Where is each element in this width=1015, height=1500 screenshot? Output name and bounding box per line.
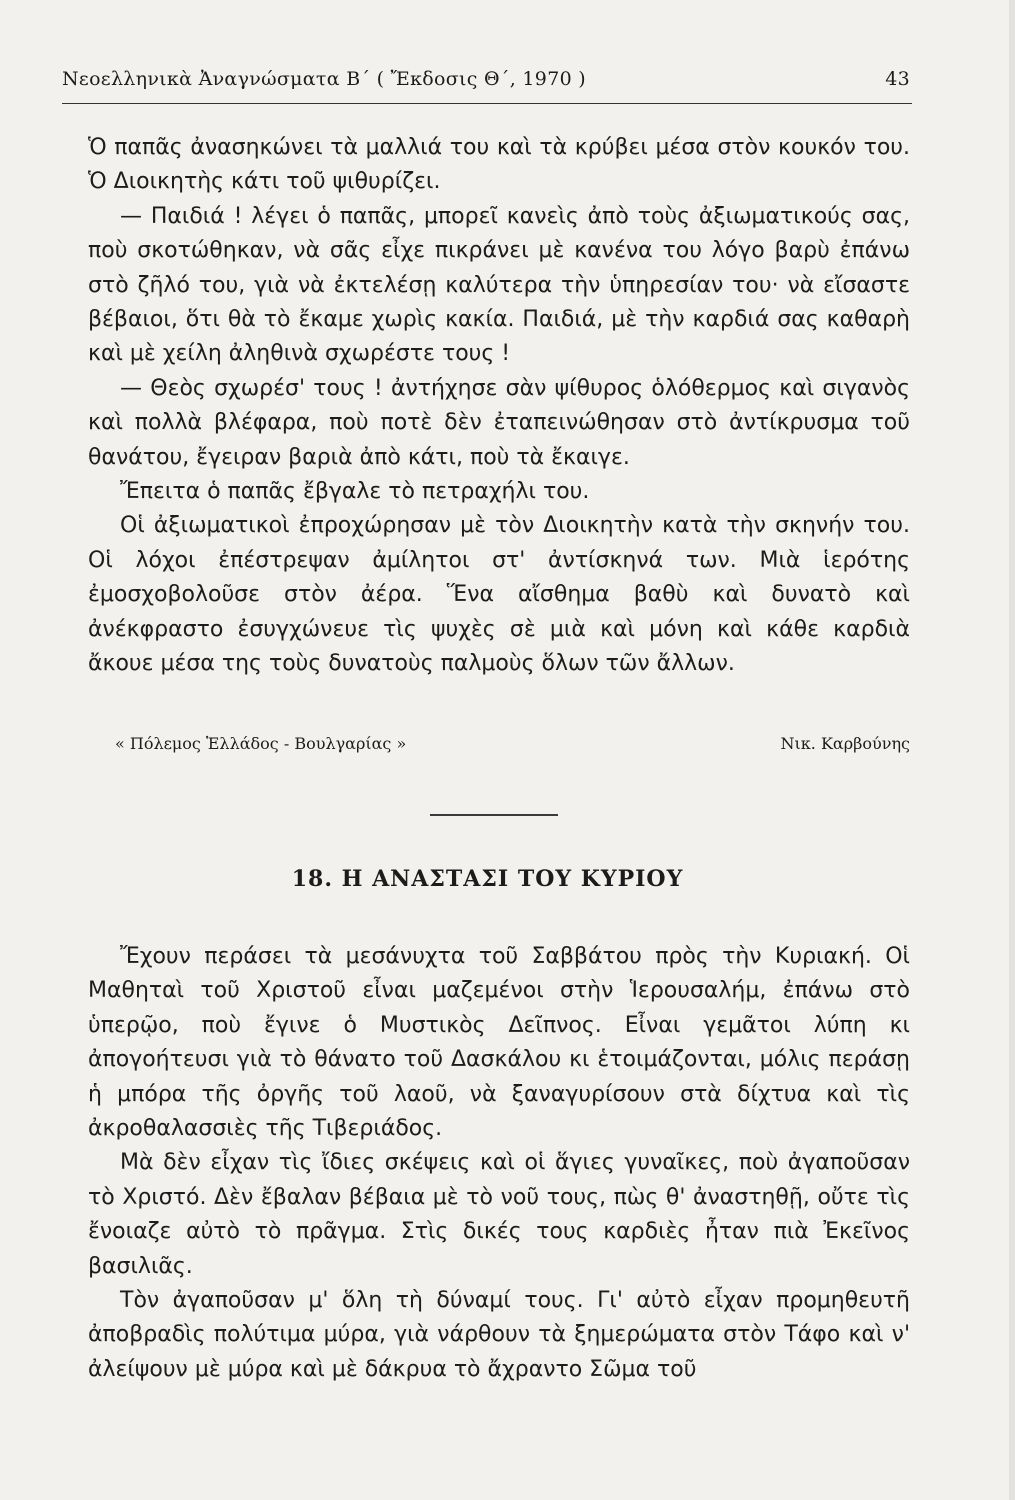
source-title: « Πόλεμος Ἑλλάδος - Βουλγαρίας » [115, 734, 407, 753]
paragraph: Ἔπειτα ὁ παπᾶς ἔβγαλε τὸ πετραχήλι του. [120, 479, 590, 505]
paragraph: Οἱ ἀξιωματικοὶ ἐπροχώρησαν μὲ τὸν Διοικητὴν κατὰ τὴν σκηνήν του. Οἱ λόχοι ἐπέστρεψαν ἀμίλητοι στ' ἀντίσκηνά των. Μιὰ ἱερότης ἐμοσχοβολοῦσε στὸν ἀέρα. Ἕνα αἴσθημα βαθὺ καὶ δυνατὸ καὶ ἀνέκφραστο ἐσυγχώνευε τὶς ψυχὲς σὲ μιὰ καὶ μόνη καὶ κάθε καρδιὰ ἄκουε μέσα της τοὺς δυνατοὺς παλμοὺς ὅλων τῶν ἄλλων. [88, 513, 910, 677]
section-divider [430, 814, 558, 816]
paragraph: — Παιδιά ! λέγει ὁ παπᾶς, μπορεῖ κανεὶς ἀπὸ τοὺς ἀξιωματικούς σας, ποὺ σκοτώθηκαν, νὰ σᾶς εἶχε πικράνει μὲ κανένα του λόγο βαρὺ ἐπάνω στὸ ζῆλό του, γιὰ νὰ ἐκτελέσῃ καλύτερα τὴν ὑπηρεσίαν του· νὰ εἴσαστε βέβαιοι, ὅτι θὰ τὸ ἔκαμε χωρὶς κακία. Παιδιά, μὲ τὴν καρδιά σας καθαρὴ καὶ μὲ χείλη ἀληθινὰ σχωρέστε τους ! [88, 203, 910, 367]
running-header [62, 68, 910, 90]
story-text [88, 131, 910, 682]
section-title: 18. Η ΑΝΑΣΤΑΣΙ ΤΟΥ ΚΥΡΙΟΥ [291, 866, 684, 892]
page-number: 43 [885, 68, 910, 90]
author-name: Νικ. Καρβούνης [780, 734, 910, 753]
running-title: Νεοελληνικὰ Ἀναγνώσματα Β΄ ( Ἔκδοσις Θ΄, 1970 ) [62, 68, 587, 90]
paragraph: Μὰ δὲν εἶχαν τὶς ἴδιες σκέψεις καὶ οἱ ἅγιες γυναῖκες, ποὺ ἀγαποῦσαν τὸ Χριστό. Δὲν ἔβαλαν βέβαια μὲ τὸ νοῦ τους, πὼς θ' ἀναστηθῇ, οὔτε τὶς ἔνοιαζε αὐτὸ τὸ πρᾶγμα. Στὶς δικές τους καρδιὲς ἦταν πιὰ Ἐκεῖνος βασιλιᾶς. [88, 1150, 910, 1279]
paragraph: — Θεὸς σχωρέσ' τους ! ἀντήχησε σὰν ψίθυρος ὁλόθερμος καὶ σιγανὸς καὶ πολλὰ βλέφαρα, ποὺ ποτὲ δὲν ἐταπεινώθησαν στὸ ἀντίκρυσμα τοῦ θανάτου, ἔγειραν βαριὰ ἀπὸ κάτι, ποὺ τὰ ἔκαιγε. [88, 375, 910, 470]
paragraph: Ἔχουν περάσει τὰ μεσάνυχτα τοῦ Σαββάτου πρὸς τὴν Κυριακή. Οἱ Μαθηταὶ τοῦ Χριστοῦ εἶναι μαζεμένοι στὴν Ἱερουσαλήμ, ἐπάνω στὸ ὑπερῷο, ποὺ ἔγινε ὁ Μυστικὸς Δεῖπνος. Εἶναι γεμᾶτοι λύπη κι ἀπογοήτευσι γιὰ τὸ θάνατο τοῦ Δασκάλου κι ἑτοιμάζονται, μόλις περάσῃ ἡ μπόρα τῆς ὀργῆς τοῦ λαοῦ, νὰ ξαναγυρίσουν στὰ δίχτυα καὶ τὶς ἀκροθαλασσιὲς τῆς Τιβεριάδος. [88, 944, 910, 1142]
attribution [115, 734, 910, 753]
paragraph: Τὸν ἀγαποῦσαν μ' ὅλη τὴ δύναμί τους. Γι' αὐτὸ εἶχαν προμηθευτῆ ἀποβραδὶς πολύτιμα μύρα, γιὰ νάρθουν τὰ ξημερώματα στὸν Τάφο καὶ ν' ἀλείψουν μὲ μύρα καὶ μὲ δάκρυα τὸ ἄχραντο Σῶμα τοῦ [88, 1288, 910, 1382]
page-edge [1009, 0, 1015, 1500]
header-rule [62, 103, 912, 104]
section-text [88, 940, 910, 1387]
paragraph: Ὁ παπᾶς ἀνασηκώνει τὰ μαλλιά του καὶ τὰ κρύβει μέσα στὸν κουκόν του. Ὁ Διοικητὴς κάτι τοῦ ψιθυρίζει. [88, 135, 910, 195]
